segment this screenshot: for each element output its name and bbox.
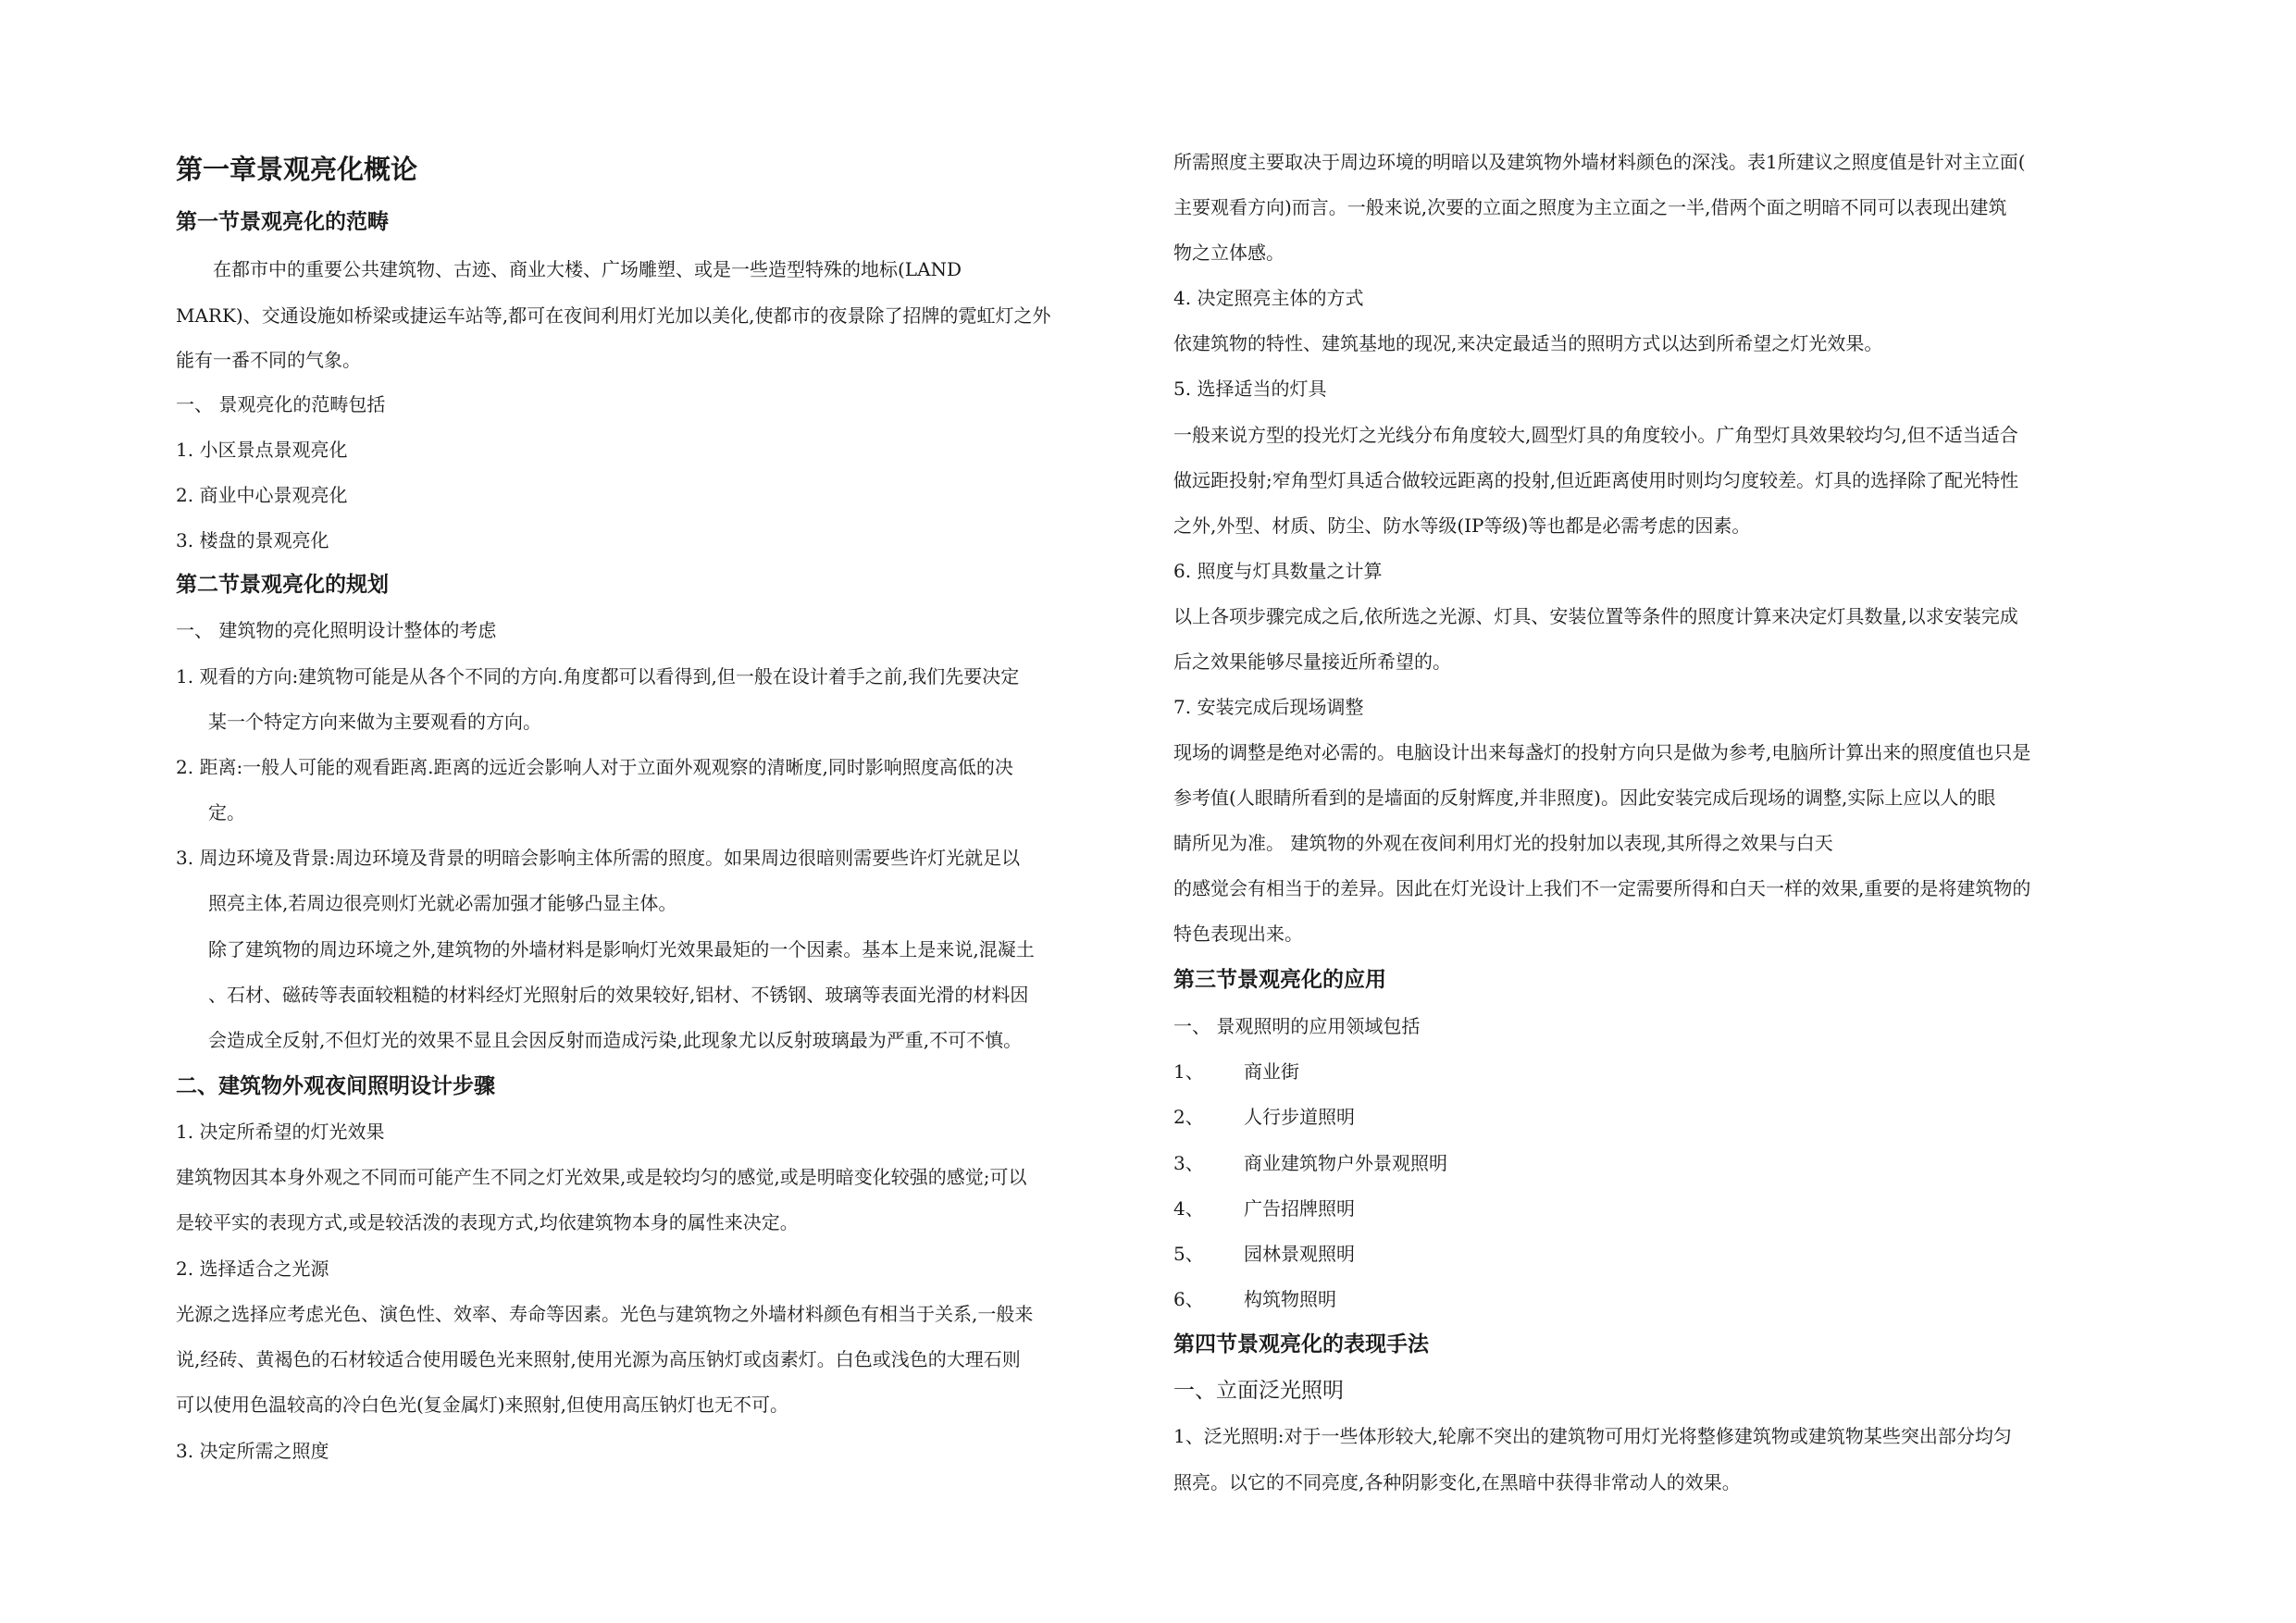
paragraph-line: 做远距投射;窄角型灯具适合做较远距离的投射,但近距离使用时则均匀度较差。灯具的选择除了配光特性 bbox=[1173, 469, 2019, 491]
list-item-continued: 会造成全反射,不但灯光的效果不显且会因反射而造成污染,此现象尤以反射玻璃最为严重,不可不慎。 bbox=[208, 1029, 1023, 1051]
list-item bbox=[1173, 1285, 1336, 1313]
list-item: 2. 商业中心景观亮化 bbox=[176, 484, 348, 506]
list-item bbox=[1173, 1103, 1355, 1131]
subsection-heading: 一、立面泛光照明 bbox=[1173, 1379, 1344, 1403]
list-item-text: 园林景观照明 bbox=[1244, 1243, 1355, 1265]
list-item-number: 6、 bbox=[1173, 1288, 1204, 1310]
list-item bbox=[1173, 1058, 1299, 1085]
section-3-title: 第三节景观亮化的应用 bbox=[1173, 967, 1386, 992]
list-item: 2. 距离:一般人可能的观看距离.距离的远近会影响人对于立面外观观察的清晰度,同时影响照度高低的决 bbox=[176, 756, 1013, 778]
steps-heading: 二、建筑物外观夜间照明设计步骤 bbox=[176, 1073, 495, 1098]
list-heading: 一、 建筑物的亮化照明设计整体的考虑 bbox=[176, 619, 497, 641]
paragraph-line: 是较平实的表现方式,或是较活泼的表现方式,均依建筑物本身的属性来决定。 bbox=[176, 1211, 799, 1233]
step-title: 4. 决定照亮主体的方式 bbox=[1173, 287, 1364, 309]
paragraph-line: 特色表现出来。 bbox=[1173, 923, 1303, 945]
step-title: 2. 选择适合之光源 bbox=[176, 1258, 329, 1280]
list-item-continued: 照亮主体,若周边很亮则灯光就必需加强才能够凸显主体。 bbox=[208, 892, 677, 914]
list-item-continued: 定。 bbox=[208, 801, 245, 824]
list-heading: 一、 景观照明的应用领域包括 bbox=[1173, 1015, 1421, 1037]
list-item-text: 商业建筑物户外景观照明 bbox=[1244, 1152, 1447, 1174]
list-item-text: 人行步道照明 bbox=[1244, 1106, 1355, 1128]
paragraph-line: 一般来说方型的投光灯之光线分布角度较大,圆型灯具的角度较小。广角型灯具效果较均匀,但不适当适合 bbox=[1173, 424, 2018, 446]
paragraph-line: 的感觉会有相当于的差异。因此在灯光设计上我们不一定需要所得和白天一样的效果,重要的是将建筑物的 bbox=[1173, 877, 2031, 899]
list-item bbox=[1173, 1240, 1355, 1268]
section-1-title: 第一节景观亮化的范畴 bbox=[176, 209, 389, 234]
paragraph-line: 依建筑物的特性、建筑基地的现况,来决定最适当的照明方式以达到所希望之灯光效果。 bbox=[1173, 332, 1883, 354]
paragraph-line: 参考值(人眼睛所看到的是墙面的反射辉度,并非照度)。因此安装完成后现场的调整,实际上应以人的眼 bbox=[1173, 787, 1996, 809]
list-item-number: 1、 bbox=[1173, 1060, 1204, 1083]
paragraph-line: 所需照度主要取决于周边环境的明暗以及建筑物外墙材料颜色的深浅。表1所建议之照度值是针对主立面( bbox=[1173, 151, 2026, 173]
paragraph-line: 以上各项步骤完成之后,依所选之光源、灯具、安装位置等条件的照度计算来决定灯具数量,以求安装完成 bbox=[1173, 605, 2018, 627]
step-title: 1. 决定所希望的灯光效果 bbox=[176, 1121, 385, 1143]
list-item-number: 2、 bbox=[1173, 1106, 1204, 1128]
list-item-text: 构筑物照明 bbox=[1244, 1288, 1336, 1310]
paragraph-line: 说,经砖、黄褐色的石材较适合使用暖色光来照射,使用光源为高压钠灯或卤素灯。白色或浅色的大理石则 bbox=[176, 1348, 1021, 1370]
list-item-number: 5、 bbox=[1173, 1243, 1204, 1265]
list-item-continued: 某一个特定方向来做为主要观看的方向。 bbox=[208, 711, 541, 733]
paragraph-line: 照亮。以它的不同亮度,各种阴影变化,在黑暗中获得非常动人的效果。 bbox=[1173, 1471, 1741, 1493]
list-item bbox=[1173, 1149, 1447, 1177]
list-item-text: 广告招牌照明 bbox=[1244, 1197, 1355, 1220]
paragraph-line: 现场的调整是绝对必需的。电脑设计出来每盏灯的投射方向只是做为参考,电脑所计算出来的照度值也只是 bbox=[1173, 741, 2031, 763]
step-title: 3. 决定所需之照度 bbox=[176, 1440, 329, 1462]
step-title: 7. 安装完成后现场调整 bbox=[1173, 696, 1364, 718]
section-2-title: 第二节景观亮化的规划 bbox=[176, 572, 389, 597]
list-item: 1. 观看的方向:建筑物可能是从各个不同的方向.角度都可以看得到,但一般在设计着手之前,我们先要决定 bbox=[176, 665, 1020, 688]
paragraph-line: MARK)、交通设施如桥梁或捷运车站等,都可在夜间利用灯光加以美化,使都市的夜景除了招牌的霓虹灯之外 bbox=[176, 304, 1051, 327]
list-item-number: 4、 bbox=[1173, 1197, 1204, 1220]
list-item-continued: 除了建筑物的周边环境之外,建筑物的外墙材料是影响灯光效果最矩的一个因素。基本上是来说,混凝土 bbox=[208, 938, 1035, 960]
list-item-number: 3、 bbox=[1173, 1152, 1204, 1174]
paragraph-line: 可以使用色温较高的冷白色光(复金属灯)来照射,但使用高压钠灯也无不可。 bbox=[176, 1394, 788, 1416]
paragraph-line: 后之效果能够尽量接近所希望的。 bbox=[1173, 650, 1451, 673]
paragraph-line: 1、泛光照明:对于一些体形较大,轮廓不突出的建筑物可用灯光将整修建筑物或建筑物某些突出部分均匀 bbox=[1173, 1425, 2012, 1447]
step-title: 6. 照度与灯具数量之计算 bbox=[1173, 560, 1383, 582]
paragraph-line: 能有一番不同的气象。 bbox=[176, 349, 361, 371]
list-item: 3. 周边环境及背景:周边环境及背景的明暗会影响主体所需的照度。如果周边很暗则需要些许灯光就足以 bbox=[176, 847, 1021, 869]
list-item bbox=[1173, 1195, 1355, 1222]
paragraph-line: 之外,外型、材质、防尘、防水等级(IP等级)等也都是必需考虑的因素。 bbox=[1173, 514, 1751, 537]
list-item: 1. 小区景点景观亮化 bbox=[176, 439, 348, 461]
paragraph-line: 建筑物因其本身外观之不同而可能产生不同之灯光效果,或是较均匀的感觉,或是明暗变化较强的感觉;可以 bbox=[176, 1166, 1027, 1188]
paragraph-line: 睛所见为准。 建筑物的外观在夜间利用灯光的投射加以表现,其所得之效果与白天 bbox=[1173, 832, 1833, 854]
step-title: 5. 选择适当的灯具 bbox=[1173, 378, 1327, 400]
paragraph-line: 光源之选择应考虑光色、演色性、效率、寿命等因素。光色与建筑物之外墙材料颜色有相当于关系,一般来 bbox=[176, 1303, 1034, 1325]
list-item: 3. 楼盘的景观亮化 bbox=[176, 529, 329, 551]
paragraph-line: 物之立体感。 bbox=[1173, 242, 1285, 264]
section-4-title: 第四节景观亮化的表现手法 bbox=[1173, 1332, 1429, 1357]
list-item-continued: 、石材、磁砖等表面较粗糙的材料经灯光照射后的效果较好,铝材、不锈钢、玻璃等表面光滑的材料因 bbox=[208, 984, 1029, 1006]
chapter-title: 第一章景观亮化概论 bbox=[176, 154, 418, 185]
list-heading: 一、 景观亮化的范畴包括 bbox=[176, 393, 386, 415]
list-item-text: 商业街 bbox=[1244, 1060, 1299, 1083]
paragraph-line: 在都市中的重要公共建筑物、古迹、商业大楼、广场雕塑、或是一些造型特殊的地标(LAND bbox=[213, 258, 962, 280]
paragraph-line: 主要观看方向)而言。一般来说,次要的立面之照度为主立面之一半,借两个面之明暗不同可以表现出建筑 bbox=[1173, 196, 2007, 218]
